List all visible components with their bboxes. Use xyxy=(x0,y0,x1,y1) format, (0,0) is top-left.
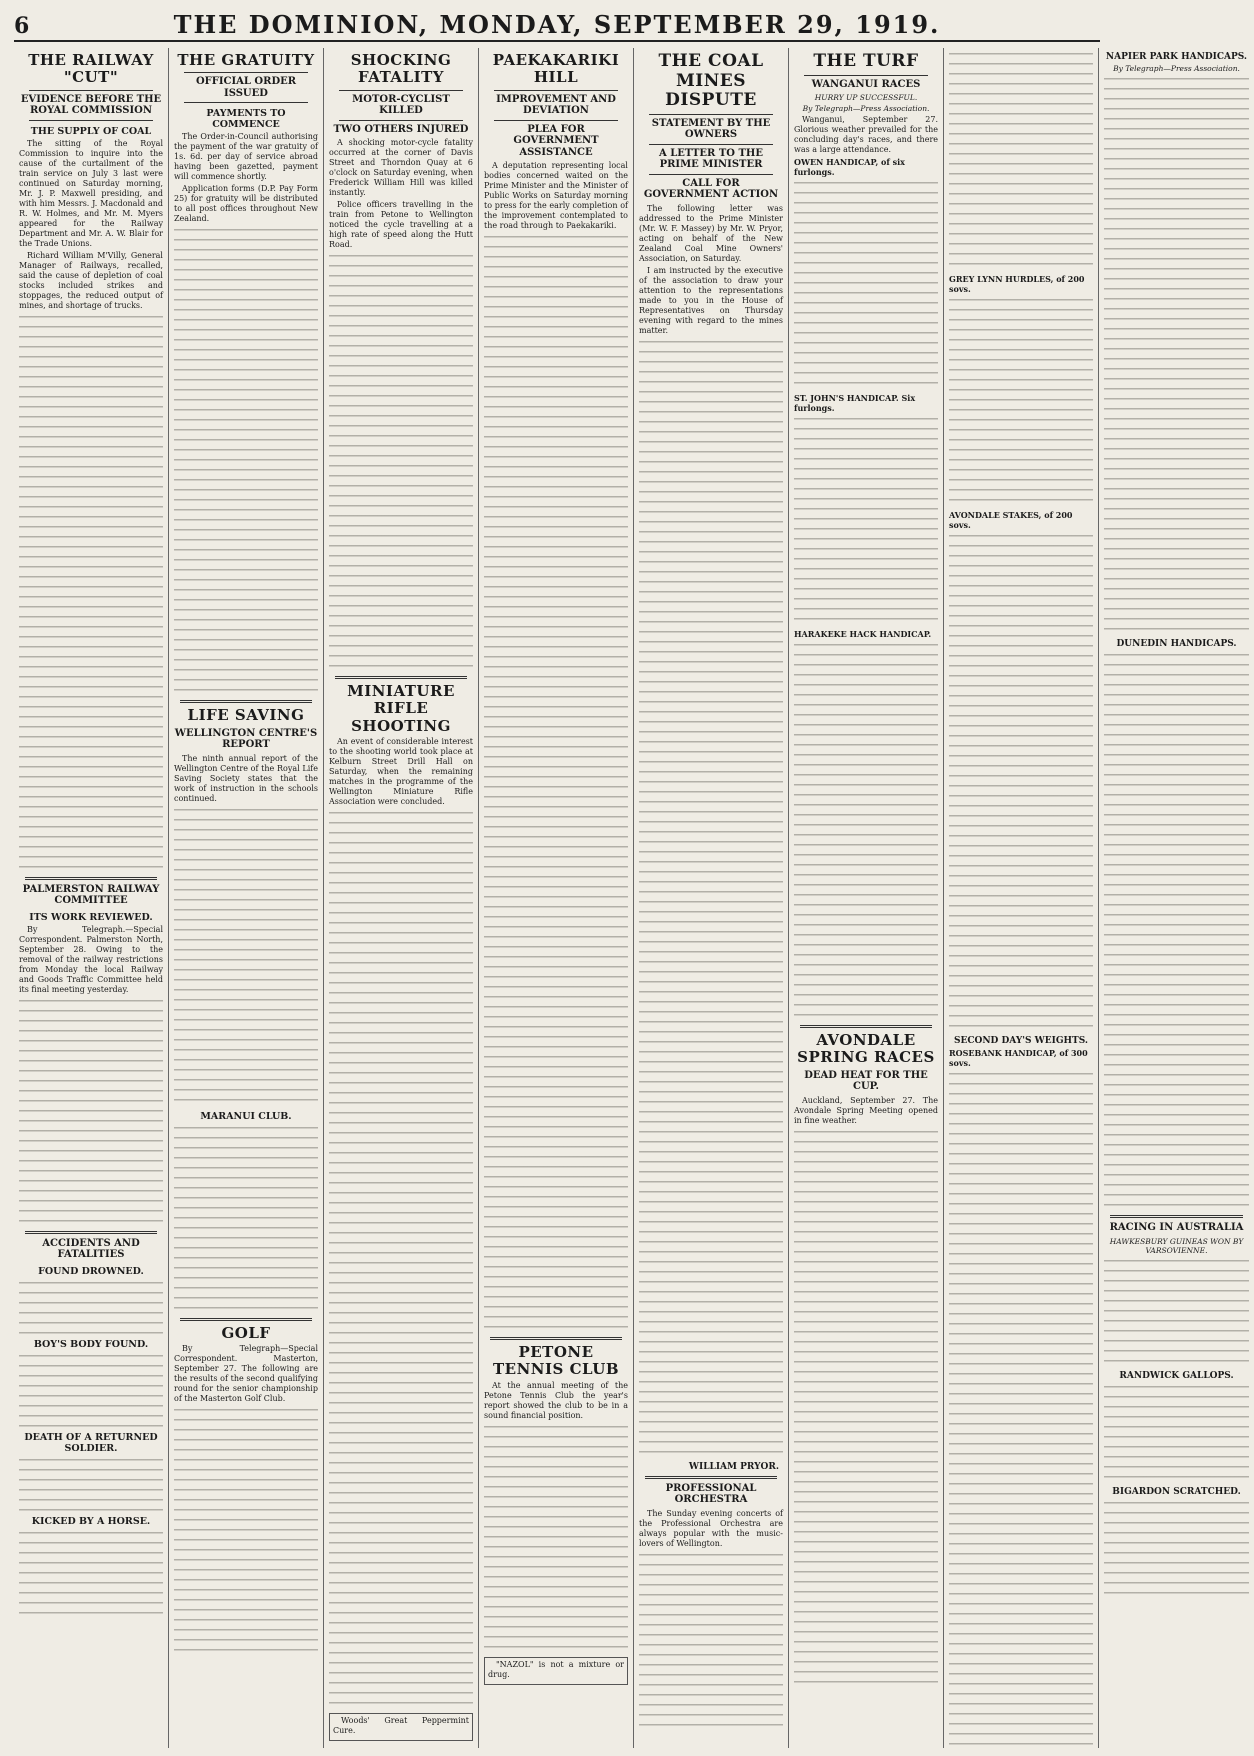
australia-subheading: HAWKESBURY GUINEAS WON BY VARSOVIENNE. xyxy=(1109,1236,1244,1255)
text-body xyxy=(329,809,473,1709)
lifesaving-headline: LIFE SAVING xyxy=(187,706,305,725)
race-title: HARAKEKE HACK HANDICAP. xyxy=(794,629,932,640)
masthead xyxy=(14,10,1100,42)
divider xyxy=(804,75,928,76)
column-turf xyxy=(789,48,944,1748)
turf-headline: THE TURF xyxy=(813,51,919,71)
divider xyxy=(180,700,312,703)
fatality-headline: SHOCKING FATALITY xyxy=(350,51,452,87)
text-body xyxy=(19,997,163,1227)
race-results xyxy=(1104,75,1249,635)
accident-subheading: FOUND DROWNED. xyxy=(38,1265,144,1277)
divider xyxy=(180,1318,312,1321)
railway-paragraph: Richard William M'Villy, General Manager of Railways, recalled, said the cause of depletion of coal stocks included strikes and stoppages, the reduced output of mines, and shortage of trucks. xyxy=(19,250,163,310)
text-body xyxy=(19,1456,163,1511)
fatality-paragraph: A shocking motor-cycle fatality occurred at the corner of Davis Street and Thorndon Quay at 6 o'clock on Saturday evening, when Frederick William Hill was killed instantly. xyxy=(329,138,473,197)
paekakariki-section-heading: PLEA FOR GOVERNMENT ASSISTANCE xyxy=(513,123,599,158)
divider xyxy=(184,72,308,73)
rifle-paragraph: An event of considerable interest to the shooting world took place at Kelburn Street Drill Hall on Saturday, when the remaining matches in the programme of the Wellington Miniature Rifle Association were concluded. xyxy=(329,736,473,806)
divider xyxy=(800,1025,932,1028)
divider xyxy=(649,144,773,145)
gratuity-subheadline: OFFICIAL ORDER ISSUED xyxy=(195,76,297,99)
page-number: 6 xyxy=(14,13,30,39)
australia-heading: RACING IN AUSTRALIA xyxy=(1109,1222,1244,1233)
text-body xyxy=(19,1352,163,1427)
race-results xyxy=(949,50,1093,270)
lifesaving-subheadline: WELLINGTON CENTRE'S REPORT xyxy=(174,727,318,750)
palmerston-subheading: ITS WORK REVIEWED. xyxy=(29,911,153,923)
race-title: AVONDALE STAKES, of 200 sovs. xyxy=(949,510,1073,530)
race-title: GREY LYNN HURDLES, of 200 sovs. xyxy=(949,274,1085,294)
coal-subheadline: STATEMENT BY THE OWNERS xyxy=(651,117,771,141)
text-body xyxy=(174,1124,318,1314)
turf-kicker: HURRY UP SUCCESSFUL. xyxy=(814,93,918,103)
weights-heading: SECOND DAY'S WEIGHTS. xyxy=(953,1036,1089,1046)
gratuity-section-heading: PAYMENTS TO COMMENCE xyxy=(206,108,286,131)
gratuity-paragraph: Application forms (D.P. Pay Form 25) for gratuity will be distributed to all post offices throughout New Zealand. xyxy=(174,184,318,224)
article-columns xyxy=(14,48,1248,1748)
column-paekakariki xyxy=(479,48,634,1748)
fatality-section-heading: TWO OTHERS INJURED xyxy=(333,123,469,135)
text-body xyxy=(639,1551,783,1731)
paekakariki-headline: PAEKAKARIKI HILL xyxy=(492,51,620,87)
tennis-paragraph: At the annual meeting of the Petone Tennis Club the year's report showed the club to be in a sound financial position. xyxy=(484,1380,628,1420)
divider xyxy=(25,1231,157,1234)
orchestra-paragraph: The Sunday evening concerts of the Professional Orchestra are always popular with the music-lovers of Wellington. xyxy=(639,1508,783,1548)
palmerston-paragraph: By Telegraph.—Special Correspondent. Palmerston North, September 28. Owing to the removal of the railway restrictions from Monday the local Railway and Goods Traffic Committee held its final meeting yesterday. xyxy=(19,924,163,994)
orchestra-heading: PROFESSIONAL ORCHESTRA xyxy=(665,1482,757,1506)
divider xyxy=(29,90,153,91)
race-results xyxy=(949,296,1093,506)
race-title: ROSEBANK HANDICAP, of 300 sovs. xyxy=(949,1048,1088,1068)
column-fatality xyxy=(324,48,479,1748)
race-results xyxy=(794,179,938,389)
column-coal-mines xyxy=(634,48,789,1748)
coal-section-heading: A LETTER TO THE PRIME MINISTER xyxy=(659,147,763,171)
gratuity-headline: THE GRATUITY xyxy=(177,51,315,69)
turf-byline: By Telegraph—Press Association. xyxy=(802,104,930,114)
text-body xyxy=(19,1529,163,1619)
race-results xyxy=(794,641,938,1021)
fatality-paragraph: Police officers travelling in the train from Petone to Wellington noticed the cycle travelling at a high rate of speed along the Hutt Road. xyxy=(329,200,473,249)
ad-text: "NAZOL" is not a mixture or drug. xyxy=(488,1659,624,1679)
randwick-heading: RANDWICK GALLOPS. xyxy=(1119,1370,1234,1381)
coal-section-heading-2: CALL FOR GOVERNMENT ACTION xyxy=(643,177,779,201)
letter-signature: WILLIAM PRYOR. xyxy=(688,1461,779,1472)
avondale-headline: AVONDALE SPRING RACES xyxy=(797,1031,935,1067)
coal-paragraph: I am instructed by the executive of the association to draw your attention to the representations made to you in the House of Representatives on Thursday evening with regard to the mines matter. xyxy=(639,265,783,335)
railway-section-heading: THE SUPPLY OF COAL xyxy=(30,125,152,137)
divider xyxy=(1110,1215,1243,1218)
divider xyxy=(490,1337,622,1340)
fatality-subheadline: MOTOR-CYCLIST KILLED xyxy=(352,93,450,116)
rifle-headline: MINIATURE RIFLE SHOOTING xyxy=(347,682,455,735)
divider xyxy=(184,102,308,103)
race-title: ST. JOHN'S HANDICAP. Six furlongs. xyxy=(794,393,916,414)
text-body xyxy=(19,1279,163,1334)
divider xyxy=(649,114,773,115)
column-railway xyxy=(14,48,169,1748)
turf-subheadline: WANGANUI RACES xyxy=(811,78,921,90)
advertisement xyxy=(484,1657,628,1685)
maranui-subheading: MARANUI CLUB. xyxy=(200,1110,292,1122)
bigardon-heading: BIGARDON SCRATCHED. xyxy=(1112,1486,1241,1497)
paekakariki-paragraph: A deputation representing local bodies concerned waited on the Prime Minister and the Minister of Public Works on Saturday morning to press for the early completion of the improvement contemplated to the road through to Paekakariki. xyxy=(484,161,628,230)
tennis-headline: PETONE TENNIS CLUB xyxy=(492,1343,619,1379)
napier-byline: By Telegraph—Press Association. xyxy=(1113,64,1240,73)
advertisement xyxy=(329,1713,473,1741)
divider xyxy=(339,120,463,121)
text-body xyxy=(484,1423,628,1653)
text-body xyxy=(174,1406,318,1656)
text-body xyxy=(329,252,473,672)
divider xyxy=(339,90,463,91)
column-gratuity xyxy=(169,48,324,1748)
palmerston-heading: PALMERSTON RAILWAY COMMITTEE xyxy=(22,883,160,906)
accident-subheading: DEATH OF A RETURNED SOLDIER. xyxy=(24,1431,158,1454)
race-results xyxy=(949,532,1093,1032)
lifesaving-paragraph: The ninth annual report of the Wellington Centre of the Royal Life Saving Society states that the work of instruction in the schools continued. xyxy=(174,753,318,803)
divider xyxy=(494,120,618,121)
coal-headline: THE COAL MINES DISPUTE xyxy=(658,51,764,111)
golf-headline: GOLF xyxy=(221,1323,271,1342)
column-race-results xyxy=(944,48,1099,1748)
railway-subheadline: EVIDENCE BEFORE THE ROYAL COMMISSION xyxy=(20,93,162,116)
golf-paragraph: By Telegraph—Special Correspondent. Masterton, September 27. The following are the results of the second qualifying round for the senior championship of the Masterton Golf Club. xyxy=(174,1343,318,1403)
dunedin-heading: DUNEDIN HANDICAPS. xyxy=(1116,639,1237,649)
divider xyxy=(29,120,153,121)
ad-text: Woods' Great Peppermint Cure. xyxy=(333,1715,469,1735)
gratuity-paragraph: The Order-in-Council authorising the payment of the war gratuity of 1s. 6d. per day of service abroad having been gazetted, payment will commence shortly. xyxy=(174,132,318,182)
text-body xyxy=(174,226,318,696)
newspaper-title: THE DOMINION, MONDAY, SEPTEMBER 29, 1919. xyxy=(173,10,941,39)
text-body xyxy=(1104,1257,1249,1367)
napier-heading: NAPIER PARK HANDICAPS. xyxy=(1105,52,1248,62)
text-body xyxy=(484,233,628,1333)
column-handicaps xyxy=(1099,48,1254,1748)
railway-paragraph: The sitting of the Royal Commission to inquire into the cause of the curtailment of the train service on July 3 last were continued on Saturday morning, Mr. J. P. Maxwell presiding, and with him Messrs. J. Macdonald and R. W. Holmes, and Mr. M. Myers appeared for the Railway Department and Mr. A. W. Blair for the Trade Unions. xyxy=(19,138,163,248)
railway-headline: THE RAILWAY "CUT" xyxy=(28,51,154,87)
divider xyxy=(494,90,618,91)
accident-subheading: KICKED BY A HORSE. xyxy=(31,1515,151,1527)
race-title: OWEN HANDICAP, of six furlongs. xyxy=(794,157,905,178)
turf-paragraph: Wanganui, September 27. Glorious weather prevailed for the concluding day's races, and there was a large attendance. xyxy=(794,115,938,155)
text-body xyxy=(639,338,783,1458)
text-body xyxy=(1104,1499,1249,1599)
divider xyxy=(649,174,773,175)
race-results xyxy=(1104,651,1249,1211)
divider xyxy=(25,877,157,880)
accidents-heading: ACCIDENTS AND FATALITIES xyxy=(42,1237,140,1260)
race-results xyxy=(794,415,938,625)
divider xyxy=(645,1476,777,1479)
text-body xyxy=(174,806,318,1106)
avondale-paragraph: Auckland, September 27. The Avondale Spring Meeting opened in fine weather. xyxy=(794,1095,938,1125)
divider xyxy=(335,676,467,679)
coal-paragraph: The following letter was addressed to the Prime Minister (Mr. W. F. Massey) by Mr. W. Pryor, acting on behalf of the New Zealand Coal Mine Owners' Association, on Saturday. xyxy=(639,203,783,263)
accident-subheading: BOY'S BODY FOUND. xyxy=(33,1338,149,1350)
text-body xyxy=(19,313,163,873)
text-body xyxy=(1104,1383,1249,1483)
avondale-subheadline: DEAD HEAT FOR THE CUP. xyxy=(804,1069,928,1093)
text-body xyxy=(794,1128,938,1688)
paekakariki-subheadline: IMPROVEMENT AND DEVIATION xyxy=(496,93,616,116)
race-results xyxy=(949,1070,1093,1750)
